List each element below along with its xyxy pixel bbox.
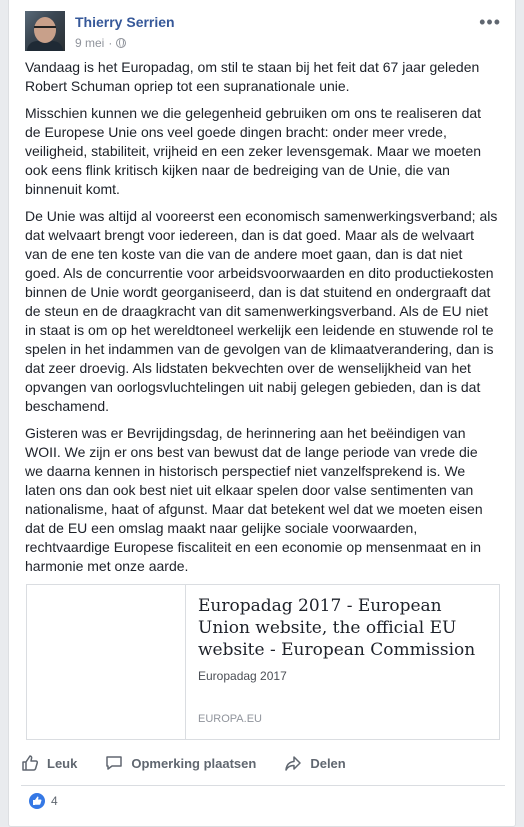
like-button[interactable]	[21, 754, 77, 772]
comment-icon	[105, 754, 123, 772]
comment-label: Opmerking plaatsen	[131, 755, 257, 771]
thumbs-up-icon	[21, 754, 39, 772]
avatar[interactable]	[25, 11, 65, 51]
share-icon	[284, 754, 302, 772]
comment-button[interactable]	[105, 754, 256, 772]
divider	[21, 785, 505, 786]
share-label: Delen	[310, 755, 346, 771]
post-meta: 9 mei ·	[75, 36, 126, 50]
link-description: Europadag 2017	[198, 669, 287, 683]
link-thumbnail[interactable]	[27, 585, 186, 739]
share-button[interactable]	[284, 754, 345, 772]
post-paragraph-4: Gisteren was er Bevrijdingsdag, de herinnering aan het beëindigen van WOII. We zijn er ons best van bewust dat de lange periode van vrede die we daarna kennen in historisch perspectief niet vanzelfsprekend is. We laten ons dan ook best niet uit elkaar spelen door valse sentimenten van nationalisme, haat of afgunst. Maar dat betekent wel dat we moeten eisen dat de EU een omslag maakt naar gelijke sociale voorwaarden, rechtvaardige Europese fiscaliteit en een economie op mensenmaat en in harmonie met onze aarde.	[25, 425, 483, 574]
link-info[interactable]	[186, 585, 499, 739]
globe-icon[interactable]	[116, 38, 126, 48]
link-title[interactable]: Europadag 2017 - European Union website, the official EU website - European Commission	[198, 596, 476, 660]
post-header	[9, 0, 515, 58]
post-paragraph-2: Misschien kunnen we die gelegenheid gebruiken om ons te realiseren dat de Europese Unie ons veel goede dingen bracht: onder meer vrede, veiligheid, stabiliteit, vrijheid en een zeker levensgemak. Maar we moeten ook eens flink kritisch kijken naar de bedreiging van de Unie, die van binnenuit komt.	[25, 105, 482, 197]
link-domain: EUROPA.EU	[198, 713, 262, 725]
link-preview[interactable]	[26, 584, 500, 740]
action-bar	[21, 748, 505, 778]
post-paragraph-1: Vandaag is het Europadag, om stil te staan bij het feit dat 67 jaar geleden Robert Schuman opriep tot een supranationale unie.	[25, 59, 480, 94]
post-paragraph-3: De Unie was altijd al vooreerst een economisch samenwerkingsverband; als dat welvaart brengt voor iedereen, dan is dat goed. Maar als de welvaart van de ene ten koste van die van de andere moet gaan, dan is dat niet goed. Als de concurrentie voor arbeidsvoorwaarden en dito productiekosten binnen de Unie wordt georganiseerd, dan is dat stuitend en ondergraaft dat de steun en de draagkracht van dit samenwerkingsverband. Als de EU niet in staat is om op het wereldtoneel werkelijk een leidende en stuwende rol te spelen in het indammen van de gevolgen van de klimaatverandering, dan is dat zeer droevig. Als lidstaten bekvechten over de wenselijkheid van het opvangen van oorlogsvluchtelingen uit nabij gelegen gebieden, dan is dat beschamend.	[25, 208, 498, 414]
post-card	[8, 0, 516, 827]
like-reaction-icon	[29, 793, 45, 809]
post-date[interactable]: 9 mei	[75, 36, 105, 50]
post-text	[9, 58, 515, 576]
more-options-icon[interactable]: •••	[479, 12, 501, 32]
author-name[interactable]: Thierry Serrien	[75, 14, 175, 30]
reaction-count[interactable]: 4	[51, 794, 58, 808]
reactions-summary[interactable]	[29, 793, 58, 809]
like-label: Leuk	[47, 755, 78, 771]
avatar-glasses	[34, 26, 56, 33]
